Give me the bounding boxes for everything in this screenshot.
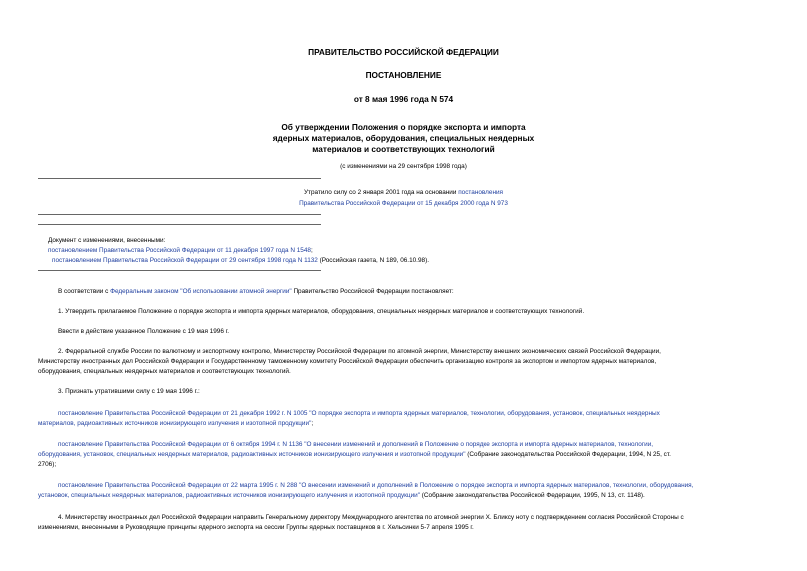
repealed-1-tail: ; xyxy=(311,420,314,427)
repealed-3-link-cont[interactable]: установок, специальных неядерных материалов, радиоактивных источников ионизирующего излучения и изотопной продукции" xyxy=(38,492,421,499)
repealed-2-link[interactable]: постановление Правительства Российской Федерации от 6 октября 1994 г. N 1136 "О внесении изменений и дополнений в Положение о порядке экспорта и импорта ядерных материалов, технологии, xyxy=(58,441,654,448)
document-title-line-1: Об утверждении Положения о порядке экспорта и импорта xyxy=(281,122,526,132)
changes-link-1[interactable]: постановлением Правительства Российской Федерации от 11 декабря 1997 года N 1548 xyxy=(48,247,311,254)
repealed-1-link[interactable]: постановление Правительства Российской Федерации от 21 декабря 1992 г. N 1005 "О порядке экспорта и импорта ядерных материалов, технологии, оборудования, установок, специальных неядерных xyxy=(58,410,660,417)
status-link-part2[interactable]: Правительства Российской Федерации от 15 декабря 2000 года N 973 xyxy=(299,200,508,207)
preamble-suffix: Правительство Российской Федерации постановляет: xyxy=(291,288,454,295)
changes-link-2[interactable]: постановлением Правительства Российской Федерации от 29 сентября 1998 года N 1132 xyxy=(52,257,318,264)
paragraph-4-line-2: изменениями, внесенными в Руководящие принципы ядерного экспорта на сессии Группы ядерных поставщиков в г. Хельсинки 5-7 апреля 1995 г. xyxy=(38,524,474,531)
document-type: ПОСТАНОВЛЕНИЕ xyxy=(365,70,442,80)
document-title-line-3: материалов и соответствующих технологий xyxy=(312,144,495,154)
divider xyxy=(38,270,321,271)
repealed-1-line-1 xyxy=(58,409,660,419)
document-title-line-2: ядерных материалов, оборудования, специальных неядерных xyxy=(272,133,535,143)
status-prefix: Утратило силу со 2 января 2001 года на основании xyxy=(303,189,457,196)
document-date-number: от 8 мая 1996 года N 574 xyxy=(353,94,454,104)
paragraph-2-line-1: 2. Федеральной службе России по валютному и экспортному контролю, Министерству Российской Федерации по атомной энергии, Министерству внешних экономических связей Российской Федерации, xyxy=(58,348,661,355)
paragraph-4-line-1: 4. Министерству иностранных дел Российской Федерации направить Генеральному директору Международного агентства по атомной энергии Х. Бликсу ноту с подтверждением согласия Российской Стороны с xyxy=(58,514,684,521)
repealed-1-line-2 xyxy=(38,419,313,429)
repealed-3-link[interactable]: постановление Правительства Российской Федерации от 22 марта 1995 г. N 288 "О внесении изменений и дополнений в Положение о порядке экспорта и импорта ядерных материалов, технологии, оборудования, xyxy=(58,482,694,489)
paragraph-1: 1. Утвердить прилагаемое Положение о порядке экспорта и импорта ядерных материалов, оборудования, специальных неядерных материалов и соответствующих технологий. xyxy=(58,308,585,315)
repealed-2-line-3: 2706); xyxy=(38,461,57,468)
changes-item-2 xyxy=(52,256,429,266)
repealed-3-tail: (Собрание законодательства Российской Федерации, 1995, N 13, ст. 1148). xyxy=(420,492,645,499)
paragraph-2-line-3: оборудования, специальных неядерных материалов и соответствующих технологий. xyxy=(38,368,291,375)
document-organization: ПРАВИТЕЛЬСТВО РОССИЙСКОЙ ФЕДЕРАЦИИ xyxy=(308,47,499,57)
changes-link-1-tail: ; xyxy=(310,247,313,254)
changes-item-1 xyxy=(48,246,313,256)
paragraph-2-line-2: Министерству иностранных дел Российской Федерации и Государственному таможенному комитету Российской Федерации обеспечить организацию контроля за экспортом и импортом ядерных материалов, xyxy=(38,358,657,365)
preamble-law-link[interactable]: Федеральным законом "Об использовании атомной энергии" xyxy=(110,288,292,295)
changes-intro: Документ с изменениями, внесенными: xyxy=(48,237,166,244)
divider xyxy=(38,224,321,225)
paragraph-3: 3. Признать утратившими силу с 19 мая 1996 г.: xyxy=(58,388,200,395)
repealed-1-link-cont[interactable]: материалов, радиоактивных источников ионизирующего излучения и изотопной продукции" xyxy=(38,420,312,427)
preamble-prefix: В соответствии с xyxy=(58,288,111,295)
status-line-1 xyxy=(0,189,807,196)
repealed-2-line-2 xyxy=(38,450,671,460)
divider xyxy=(38,178,321,179)
status-line-2 xyxy=(0,200,807,207)
paragraph-1b: Ввести в действие указанное Положение с 19 мая 1996 г. xyxy=(58,328,229,335)
repealed-2-line-1 xyxy=(58,440,653,450)
changes-link-2-tail: (Российская газета, N 189, 06.10.98). xyxy=(317,257,429,264)
repealed-3-line-2 xyxy=(38,491,645,501)
repealed-3-line-1 xyxy=(58,481,693,491)
divider xyxy=(38,214,321,215)
repealed-2-tail: (Собрание законодательства Российской Федерации, 1994, N 25, ст. xyxy=(465,451,671,458)
repealed-2-link-cont[interactable]: оборудования, установок, специальных неядерных материалов, радиоактивных источников ионизирующего излучения и изотопной продукции" xyxy=(38,451,466,458)
amendments-note: (с изменениями на 29 сентября 1998 года) xyxy=(340,163,467,170)
status-link-part1[interactable]: постановления xyxy=(458,189,504,196)
preamble xyxy=(58,287,454,297)
